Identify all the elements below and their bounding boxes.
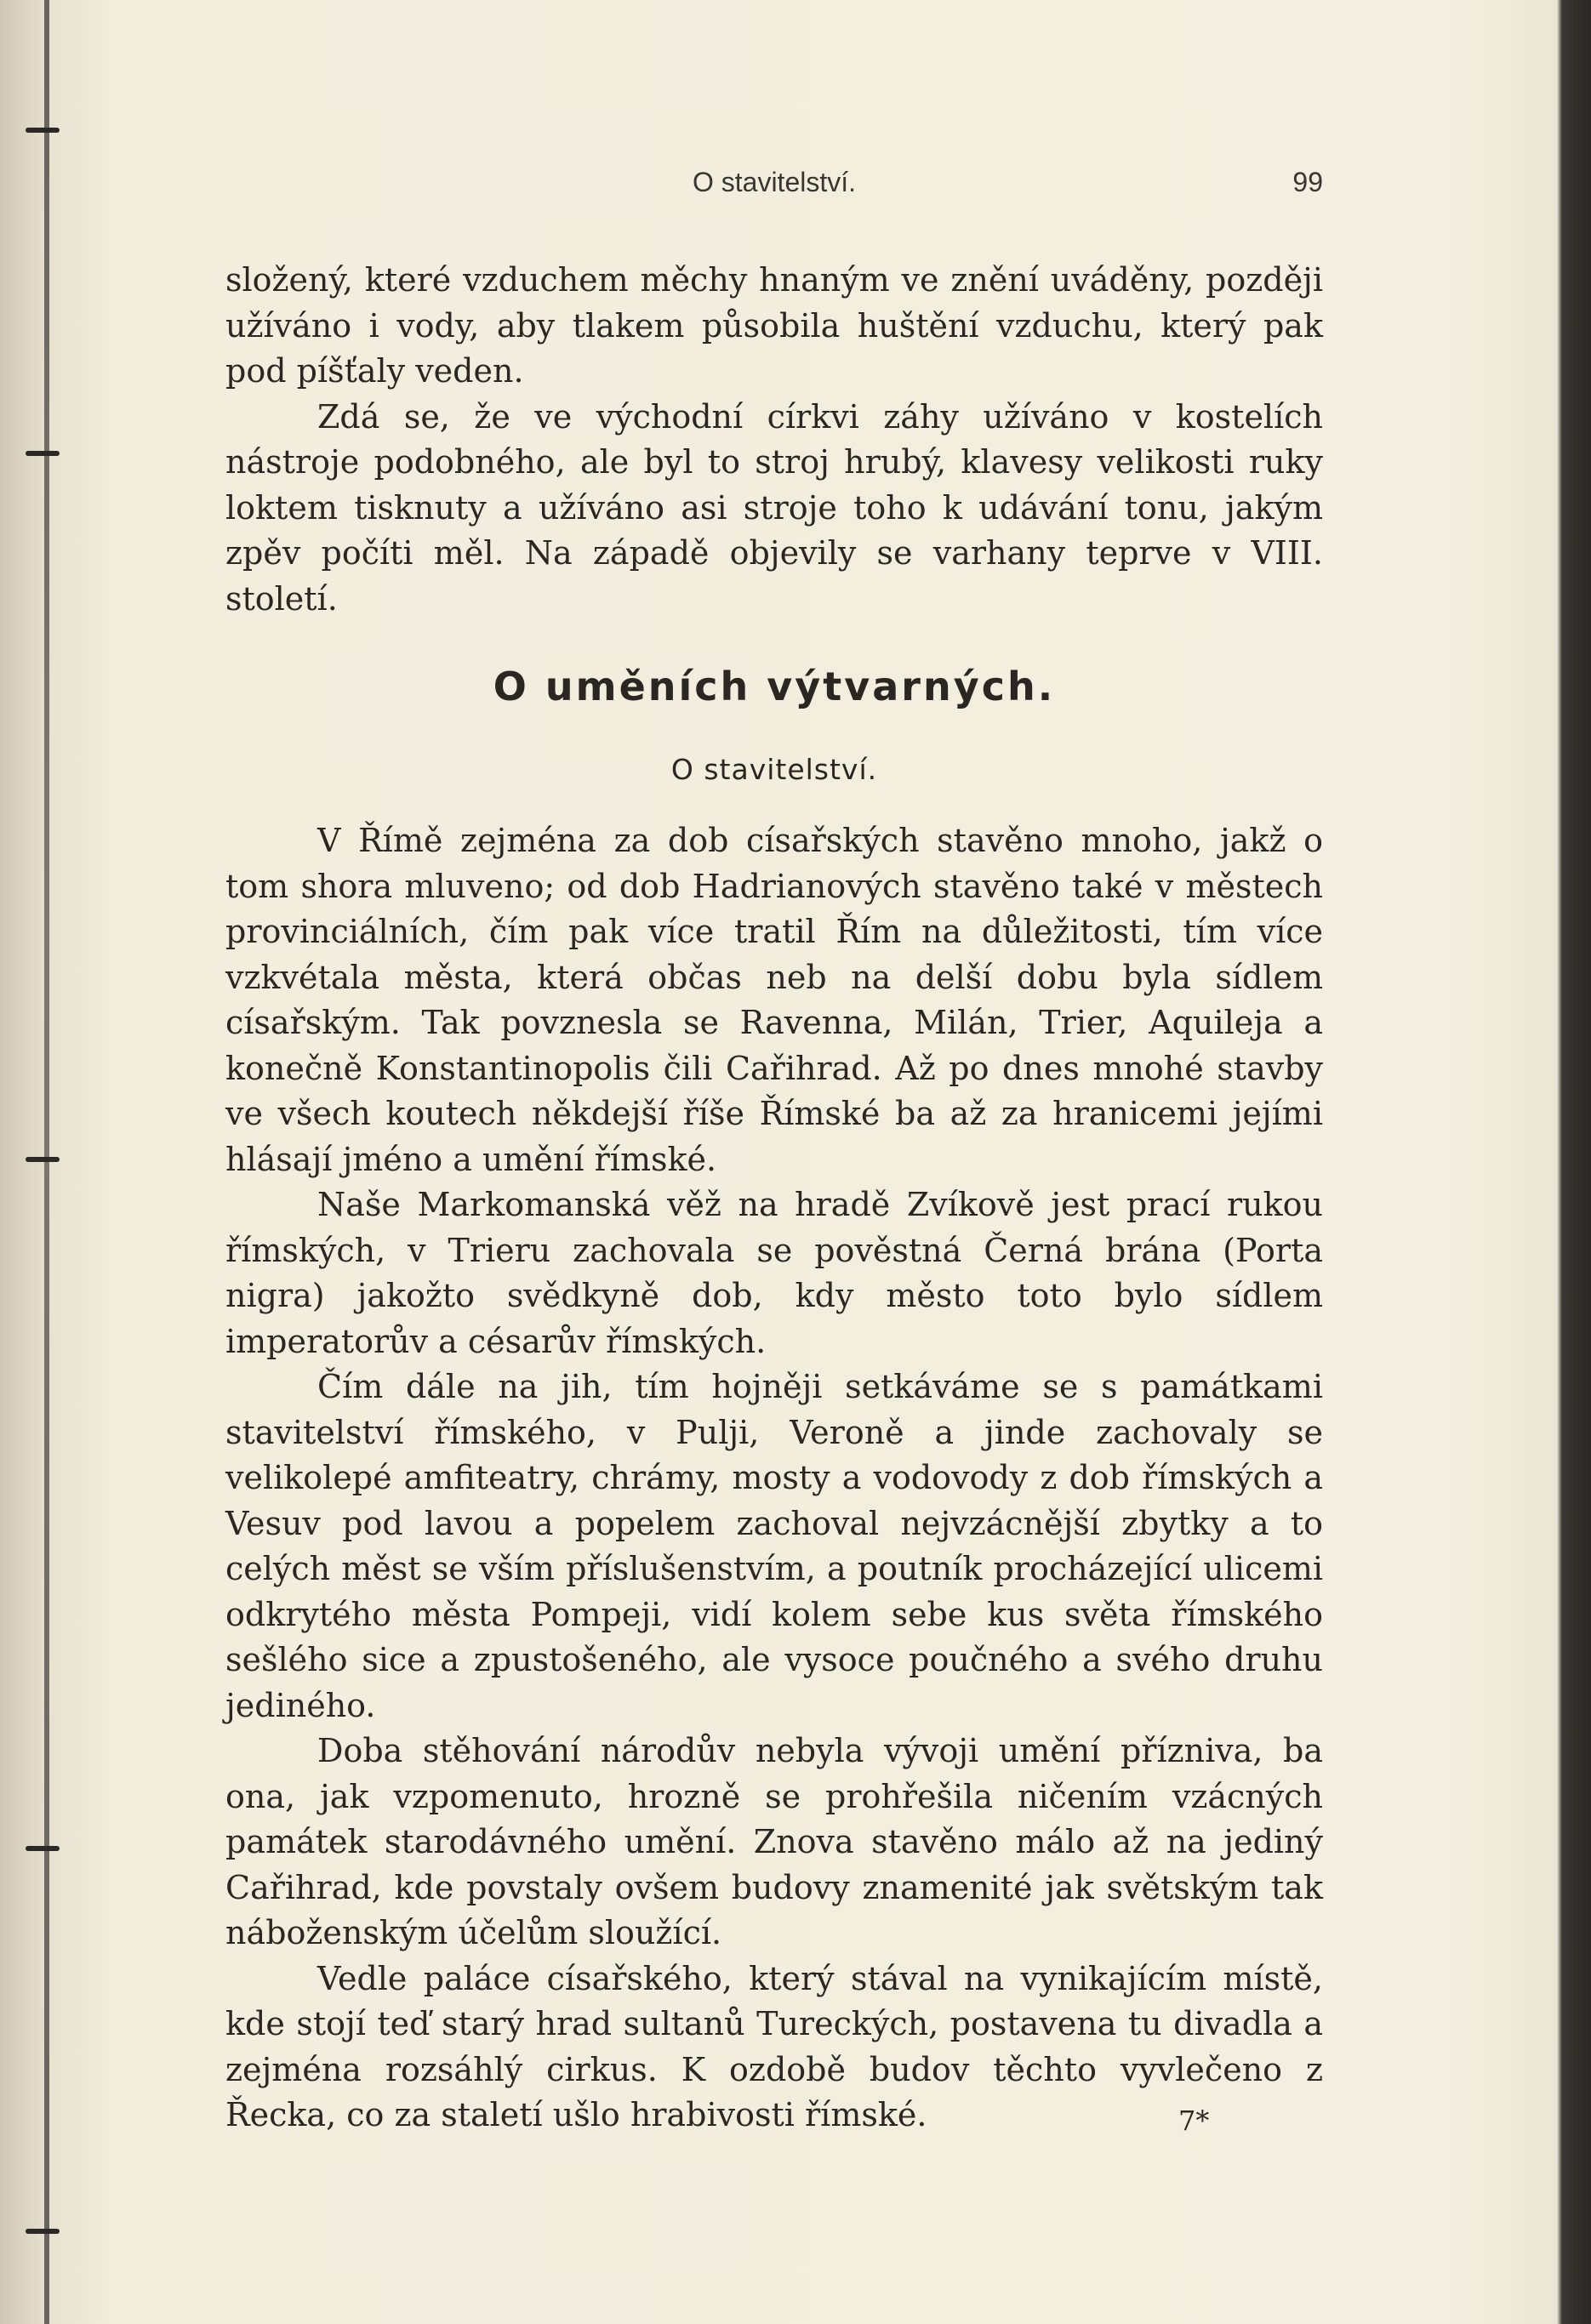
paragraph: Vedle paláce císařského, který stával na vynikajícím místě, kde stojí teď starý hrad sultanů Tureckých, postavena tu divadla a zejména rozsáhlý cirkus. K ozdobě budov těchto vyvlečeno z Řecka, co za staletí ušlo hrabivosti římské. <box>225 1959 1323 2133</box>
signature-mark: 7* <box>1178 2105 1210 2137</box>
body-text <box>225 818 1323 2139</box>
binding-stitch <box>26 1846 60 1851</box>
binding-stitch <box>26 1157 60 1162</box>
paragraph: složený, které vzduchem měchy hnaným ve znění uváděny, později užíváno i vody, aby tlakem působila huštění vzduchu, který pak pod píšťaly veden. <box>225 261 1323 390</box>
running-title: O stavitelství. <box>692 167 857 197</box>
subheading: O stavitelství. <box>670 753 878 786</box>
intro-text <box>225 258 1323 622</box>
paragraph: Naše Markomanská věž na hradě Zvíkově jest prací rukou římských, v Trieru zachovala se pověstná Černá brána (Porta nigra) jakožto svědkyně dob, kdy město toto bylo sídlem imperatorův a césarův římských. <box>225 1186 1323 1360</box>
paragraph: Čím dále na jih, tím hojněji setkáváme se s památkami stavitelství římského, v Pulji, Veroně a jinde zachovaly se velikolepé amfiteatry, chrámy, mosty a vodovody z dob římských a Vesuv pod lavou a popelem zachoval nejvzácnější zbytky a to celých měst se vším příslušenstvím, a poutník procházející ulicemi odkrytého města Pompeji, vidí kolem sebe kus světa římského sešlého sice a zpustošeného, ale vysoce poučného a svého druhu jediného. <box>225 1368 1323 1724</box>
binding-stitch <box>26 128 60 133</box>
binding-stitch <box>26 451 60 456</box>
paragraph: V Římě zejména za dob císařských stavěno mnoho, jakž o tom shora mluveno; od dob Hadrianových stavěno také v městech provinciálních, čím pak více tratil Řím na důležitosti, tím více vzkvétala města, která občas neb na delší dobu byla sídlem císařským. Tak povznesla se Ravenna, Milán, Trier, Aquileja a konečně Konstantinopolis čili Cařihrad. Až po dnes mnohé stavby ve všech koutech někdejší říše Římské ba až za hranicemi jejími hlásají jméno a umění římské. <box>225 822 1323 1178</box>
page-header <box>225 167 1323 208</box>
book-binding <box>44 0 49 2324</box>
paragraph: Doba stěhování národův nebyla vývoji umění příznivа, ba ona, jak vzpomenuto, hrozně se prohřešila ničením vzácných památek starodávného umění. Znova stavěno málo až na jediný Cařihrad, kde povstaly ovšem budovy znamenité jak světským tak náboženským účelům sloužící. <box>225 1732 1323 1951</box>
paragraph: Zdá se, že ve východní církvi záhy užíváno v kostelích nástroje podobného, ale byl to stroj hrubý, klavesy velikosti ruky loktem tisknuty a užíváno asi stroje toho k udávání tonu, jakým zpěv počíti měl. Na západě objevily se varhany teprve v VIII. století. <box>225 397 1323 618</box>
page-number: 99 <box>1292 167 1323 197</box>
section-heading: O uměních výtvarných. <box>493 664 1056 709</box>
binding-stitch <box>26 2229 60 2234</box>
